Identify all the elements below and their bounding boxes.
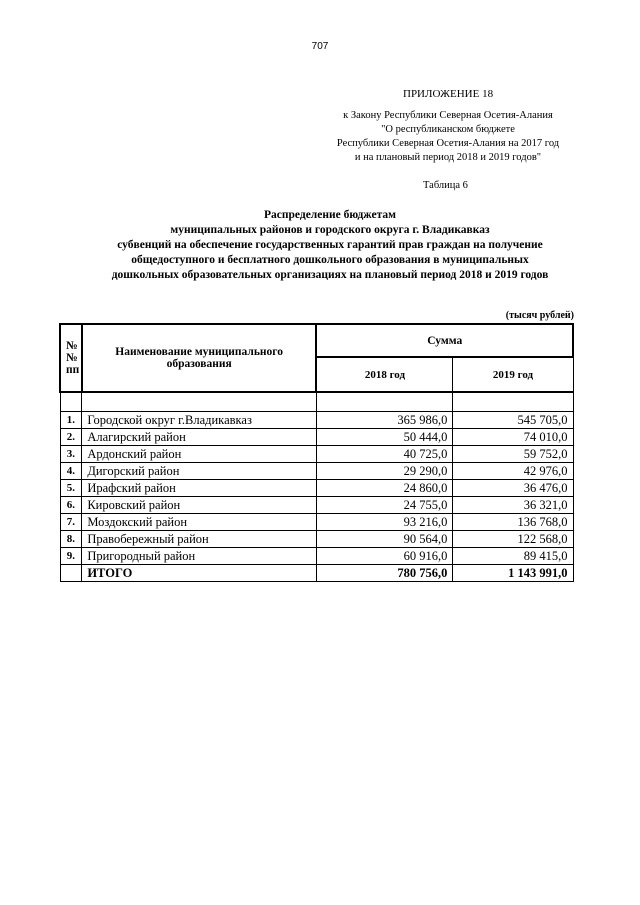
row-2018: 40 725,0 xyxy=(316,446,452,463)
row-2019: 74 010,0 xyxy=(453,429,573,446)
total-num xyxy=(60,565,82,582)
row-num: 6. xyxy=(60,497,82,514)
row-num: 4. xyxy=(60,463,82,480)
table-row xyxy=(60,548,573,565)
row-name: Моздокский район xyxy=(82,514,317,531)
law-line: и на плановый период 2018 и 2019 годов" xyxy=(354,152,542,163)
row-2019: 89 415,0 xyxy=(453,548,573,565)
table-row xyxy=(60,531,573,548)
header-2018: 2018 год xyxy=(316,357,452,392)
table-row xyxy=(60,480,573,497)
total-2018: 780 756,0 xyxy=(316,565,452,582)
spacer-row xyxy=(60,392,573,412)
row-num: 1. xyxy=(60,412,82,429)
row-2018: 90 564,0 xyxy=(316,531,452,548)
row-name: Алагирский район xyxy=(82,429,317,446)
title-line: муниципальных районов и городского округа г. Владикавказ xyxy=(170,224,490,236)
row-2019: 136 768,0 xyxy=(453,514,573,531)
row-num: 3. xyxy=(60,446,82,463)
row-2019: 545 705,0 xyxy=(453,412,573,429)
title-line: Распределение бюджетам xyxy=(264,209,396,221)
table-label: Таблица 6 xyxy=(423,180,468,191)
row-name: Ирафский район xyxy=(82,480,317,497)
header-sum: Сумма xyxy=(316,324,573,357)
title-line: дошкольных образовательных организациях на плановый период 2018 и 2019 годов xyxy=(111,269,549,281)
table-row xyxy=(60,514,573,531)
document-title xyxy=(80,208,580,283)
total-row xyxy=(60,565,573,582)
row-2018: 29 290,0 xyxy=(316,463,452,480)
total-label: ИТОГО xyxy=(82,565,317,582)
header-2019: 2019 год xyxy=(453,357,573,392)
row-num: 9. xyxy=(60,548,82,565)
row-2019: 36 476,0 xyxy=(453,480,573,497)
row-num: 8. xyxy=(60,531,82,548)
header-num: №№ пп xyxy=(60,324,82,392)
row-name: Ардонский район xyxy=(82,446,317,463)
law-line: "О республиканском бюджете xyxy=(381,124,515,135)
title-line: общедоступного и бесплатного дошкольного образования в муниципальных xyxy=(131,254,529,266)
row-2019: 42 976,0 xyxy=(453,463,573,480)
row-2018: 60 916,0 xyxy=(316,548,452,565)
row-name: Городской округ г.Владикавказ xyxy=(82,412,317,429)
units-label: (тысяч рублей) xyxy=(505,310,574,321)
row-2019: 59 752,0 xyxy=(453,446,573,463)
row-name: Пригородный район xyxy=(82,548,317,565)
table-row xyxy=(60,463,573,480)
table-row xyxy=(60,446,573,463)
row-name: Дигорский район xyxy=(82,463,317,480)
page-number: 707 xyxy=(311,41,329,52)
row-2018: 50 444,0 xyxy=(316,429,452,446)
table-row xyxy=(60,497,573,514)
header-name: Наименование муниципального образования xyxy=(82,324,317,392)
row-name: Кировский район xyxy=(82,497,317,514)
row-2018: 24 860,0 xyxy=(316,480,452,497)
row-2019: 36 321,0 xyxy=(453,497,573,514)
row-2018: 24 755,0 xyxy=(316,497,452,514)
law-line: к Закону Республики Северная Осетия-Алания xyxy=(343,110,553,121)
law-reference xyxy=(318,109,578,165)
total-2019: 1 143 991,0 xyxy=(453,565,573,582)
row-2019: 122 568,0 xyxy=(453,531,573,548)
row-num: 2. xyxy=(60,429,82,446)
law-line: Республики Северная Осетия-Алания на 2017 год xyxy=(336,138,560,149)
appendix-label: ПРИЛОЖЕНИЕ 18 xyxy=(403,88,494,100)
row-name: Правобережный район xyxy=(82,531,317,548)
table-row xyxy=(60,429,573,446)
row-num: 5. xyxy=(60,480,82,497)
title-line: субвенций на обеспечение государственных гарантий прав граждан на получение xyxy=(117,239,543,251)
row-num: 7. xyxy=(60,514,82,531)
row-2018: 365 986,0 xyxy=(316,412,452,429)
table-row xyxy=(60,412,573,429)
row-2018: 93 216,0 xyxy=(316,514,452,531)
distribution-table xyxy=(59,323,574,582)
